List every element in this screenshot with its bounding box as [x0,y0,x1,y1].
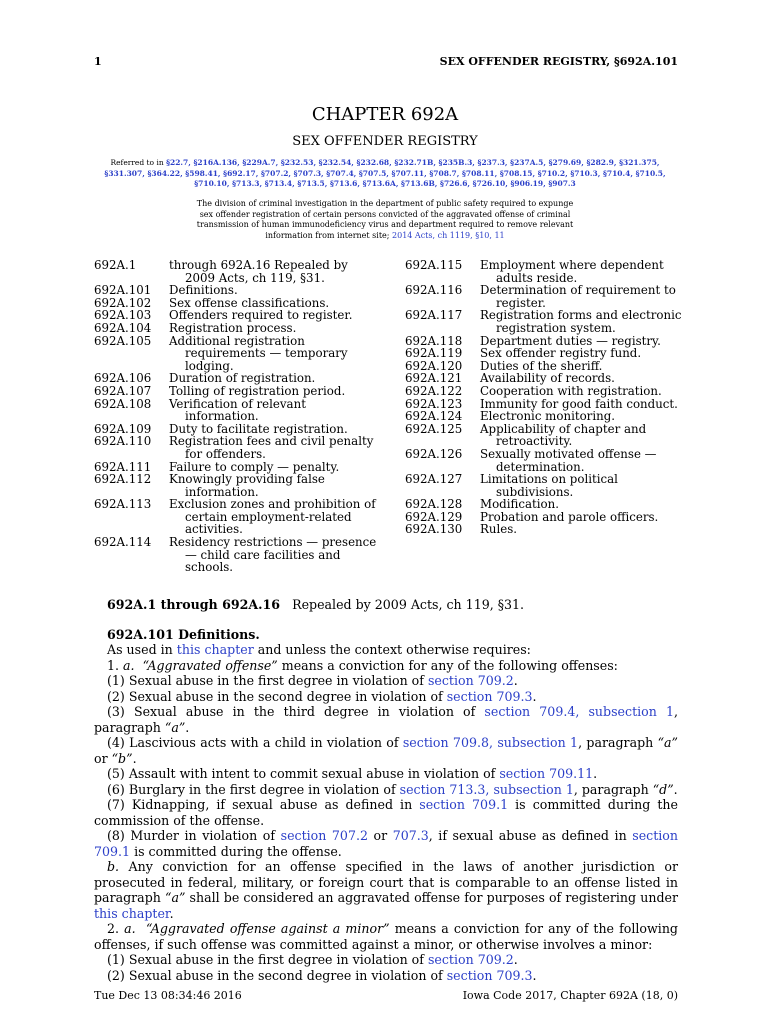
toc-section-number: 692A.112 [94,472,152,487]
item-8: (8) Murder in violation of section 707.2 or 707.3, if sexual abuse as defined in section 709.1 is committed during the offense. [94,828,678,859]
toc-section-title: Immunity for good faith conduct. [480,396,678,411]
link-section-709-8[interactable]: section 709.8, subsection 1 [402,735,579,750]
link-this-chapter-b[interactable]: this chapter [94,905,170,921]
toc-section-title: Residency restrictions — presence — child care facilities and schools. [169,535,377,575]
para-2a: 2. a. “Aggravated offense against a minor” means a conviction for any of the following offenses, if such offense was committed against a minor, or otherwise involves a minor: [94,921,678,952]
toc-section-number: 692A.101 [94,283,152,298]
toc-section-number: 692A.113 [94,497,152,512]
toc-section-title: Knowingly providing false information. [169,472,325,499]
toc-section-title: Failure to comply — penalty. [169,459,340,474]
toc-entry[interactable] [94,473,379,498]
link-section-713-3[interactable]: section 713.3, subsection 1 [399,781,574,797]
link-section-709-2-b[interactable]: section 709.2 [427,952,514,967]
toc-section-number: 692A.118 [405,333,463,348]
toc-left-column [94,259,379,574]
toc-entry[interactable] [94,536,379,574]
toc-section-title: Duties of the sheriff. [480,358,603,373]
toc-section-title: Probation and parole officers. [480,509,659,524]
toc-section-number: 692A.129 [405,509,463,524]
item-1: (1) Sexual abuse in the first degree in violation of section 709.2. [107,673,518,688]
link-section-707-2[interactable]: section 707.2 [280,828,368,843]
toc-section-number: 692A.130 [405,522,463,537]
footer-citation: Iowa Code 2017, Chapter 692A (18, 0) [462,989,678,1002]
toc-entry[interactable] [94,498,379,536]
toc-section-number: 692A.121 [405,371,463,386]
toc-entry[interactable] [405,259,685,284]
toc-section-number: 692A.120 [405,358,463,373]
chapter-title: CHAPTER 692A [311,104,459,125]
page-number: 1 [94,55,102,68]
item-4: (4) Lascivious acts with a child in violation of section 709.8, subsection 1, paragraph “a” or “b”. [94,735,678,766]
toc-section-number: 692A.104 [94,320,152,335]
link-section-707-3[interactable]: 707.3 [392,828,429,843]
toc-section-title: Offenders required to register. [169,308,353,323]
toc-entry[interactable] [405,448,685,473]
toc-section-title: Registration process. [169,320,297,335]
toc-section-title: Additional registration requirements — temporary lodging. [169,333,348,373]
item-3: (3) Sexual abuse in the third degree in violation of section 709.4, subsection 1, paragraph “a”. [94,704,678,735]
toc-section-number: 692A.123 [405,396,463,411]
item-6: (6) Burglary in the first degree in violation of section 713.3, subsection 1, paragraph “d”. [107,781,678,797]
toc-section-number: 692A.116 [405,283,463,298]
toc-section-title: Definitions. [169,283,238,298]
toc-entry[interactable] [94,385,379,398]
toc-section-number: 692A.103 [94,308,152,323]
toc-entry[interactable] [94,335,379,373]
toc-section-title: Exclusion zones and prohibition of certain employment-related activities. [169,497,376,537]
toc-section-title: Verification of relevant information. [169,396,306,424]
toc-section-title: Registration forms and electronic registration system. [480,308,682,335]
toc-entry[interactable] [94,284,379,297]
para-1b: b. Any conviction for an offense specified in the laws of another jurisdiction or prosecuted in federal, military, or foreign court that is comparable to an offense listed in paragraph “a” shall be considered an aggravated offense for purposes of registering under this chapter. [94,859,678,921]
para-1a: 1. a. “Aggravated offense” means a conviction for any of the following offenses: [107,657,618,673]
toc-section-number: 692A.111 [94,459,152,474]
toc-entry[interactable] [405,309,685,334]
item-7: (7) Kidnapping, if sexual abuse as defined in section 709.1 is committed during the commission of the offense. [94,797,678,828]
toc-section-number: 692A.110 [94,434,152,449]
definitions-intro: As used in this chapter and unless the context otherwise requires: [107,642,531,657]
toc-entry[interactable] [94,259,379,284]
item-2-1: (1) Sexual abuse in the first degree in violation of section 709.2. [107,952,518,967]
toc-section-title: Modification. [480,497,559,512]
repealed-section [94,597,678,613]
toc-section-title: Cooperation with registration. [480,383,662,398]
toc-section-number: 692A.102 [94,295,152,310]
toc-entry[interactable] [405,410,685,423]
note-text: The division of criminal investigation in the department of public safety required to expunge sex offender registration of certain persons convicted of the aggravated offense of criminal transmission of human immunodeficiency virus and department required to remove relevant information from internet site; [196,199,574,240]
toc-section-number: 692A.109 [94,421,152,436]
toc-section-title: Registration fees and civil penalty for offenders. [169,434,374,461]
toc-right-column [405,259,685,536]
toc-section-number: 692A.108 [94,396,152,411]
toc-entry[interactable] [405,347,685,360]
toc-section-title: Tolling of registration period. [169,383,346,398]
running-title: SEX OFFENDER REGISTRY, §692A.101 [439,55,678,68]
link-section-709-3-b[interactable]: section 709.3 [446,967,533,983]
repealed-text: Repealed by 2009 Acts, ch 119, §31. [292,597,525,612]
toc-entry[interactable] [405,498,685,511]
toc-section-number: 692A.106 [94,371,152,386]
toc-section-number: 692A.114 [94,535,152,550]
toc-section-title: Limitations on political subdivisions. [480,472,618,499]
toc-section-number: 692A.117 [405,308,463,323]
note-link[interactable]: 2014 Acts, ch 1119, §10, 11 [392,230,505,240]
toc-entry[interactable] [405,473,685,498]
referred-to-list [100,158,670,190]
toc-section-title: Sex offender registry fund. [480,346,642,361]
toc-section-number: 692A.127 [405,472,463,487]
toc-section-title: Applicability of chapter and retroactivity. [480,421,647,449]
toc-section-title: Duration of registration. [169,371,316,386]
toc-section-title: Availability of records. [480,371,615,386]
toc-section-number: 692A.105 [94,333,152,348]
toc-section-number: 692A.1 [94,258,137,272]
toc-section-number: 692A.122 [405,383,463,398]
link-section-709-11[interactable]: section 709.11 [499,766,594,781]
toc-entry[interactable] [405,523,685,536]
toc-section-title: Electronic monitoring. [480,409,615,424]
section-heading: 692A.101 Definitions. [107,626,260,642]
link-section-709-1[interactable]: section 709.1 [419,797,509,812]
toc-section-title: Sexually motivated offense — determination. [480,446,657,474]
toc-section-number: 692A.124 [405,409,463,424]
item-2-2: (2) Sexual abuse in the second degree in violation of section 709.3. [107,967,537,983]
link-this-chapter[interactable]: this chapter [176,642,254,657]
toc-entry[interactable] [94,322,379,335]
toc-section-number: 692A.125 [405,421,463,436]
footer-timestamp: Tue Dec 13 08:34:46 2016 [94,989,242,1002]
toc-section-title: Rules. [480,522,518,537]
toc-section-title: Employment where dependent adults reside. [480,258,664,285]
referred-to-prefix: Referred to in [110,158,167,167]
toc-entry[interactable] [94,435,379,460]
toc-section-title: Determination of requirement to register. [480,283,676,310]
repealed-heading: 692A.1 through 692A.16 [107,597,281,612]
editor-note [196,199,574,241]
toc-entry[interactable] [405,385,685,398]
item-5: (5) Assault with intent to commit sexual abuse in violation of section 709.11. [107,766,598,781]
toc-entry[interactable] [405,423,685,448]
link-section-709-2[interactable]: section 709.2 [427,673,514,688]
item-2: (2) Sexual abuse in the second degree in violation of section 709.3. [107,688,537,704]
toc-section-number: 692A.107 [94,383,152,398]
toc-section-number: 692A.119 [405,346,463,361]
toc-section-title: Department duties — registry. [480,333,661,348]
toc-section-number: 692A.126 [405,446,463,461]
toc-section-number: 692A.128 [405,497,463,512]
toc-section-number: 692A.115 [405,258,463,272]
toc-section-title: through 692A.16 Repealed by 2009 Acts, ch 119, §31. [169,258,348,285]
link-section-709-4[interactable]: section 709.4, subsection 1 [484,704,674,719]
chapter-subtitle: SEX OFFENDER REGISTRY [292,134,478,149]
toc-section-title: Duty to facilitate registration. [169,421,348,436]
link-section-709-1-b[interactable]: section 709.1 [94,828,678,859]
referred-to-links[interactable]: §22.7, §216A.136, §229A.7, §232.53, §232.54, §232.68, §232.71B, §235B.3, §237.3, §237A.5, §279.69, §282.9, §321.375, §331.307, §364.22, §598.41, §692.17, §707.2, §707.3, §707.4, §707.5, §707.11, §708.7, §708.11, §708.15, §710.2, §710.3, §710.4, §710.5, §710.10, §713.3, §713.4, §713.5, §713.6, §713.6A, §713.6B, §726.6, §726.10, §906.19, §907.3 [104,158,666,188]
link-section-709-3[interactable]: section 709.3 [446,688,533,704]
chapter-body [94,597,678,983]
toc-entry[interactable] [405,284,685,309]
toc-entry[interactable] [94,398,379,423]
toc-section-title: Sex offense classifications. [169,295,330,310]
